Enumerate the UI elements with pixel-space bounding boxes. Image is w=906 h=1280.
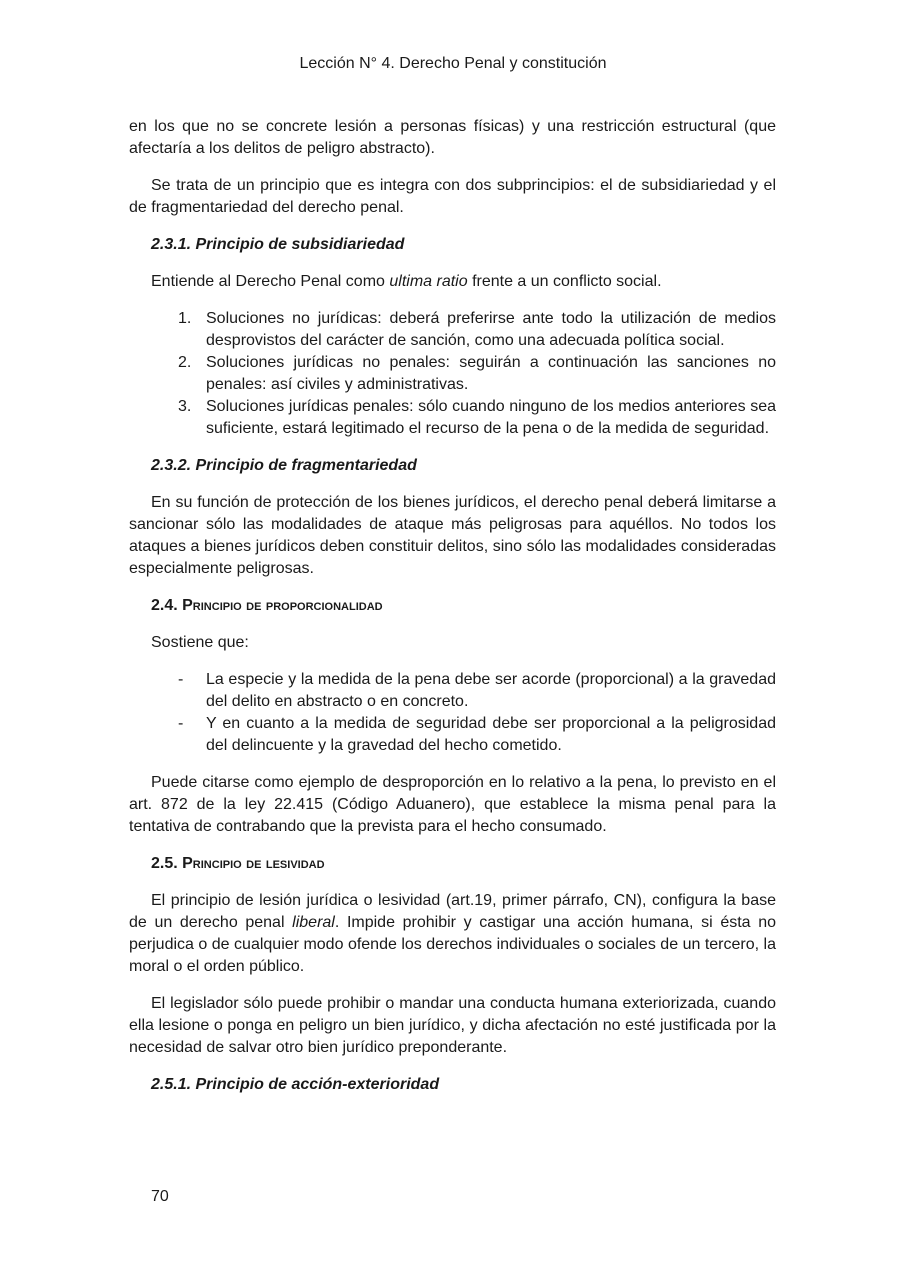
list-marker: 1. — [178, 310, 192, 327]
list-marker: 3. — [178, 398, 192, 415]
paragraph — [129, 271, 776, 293]
text: Entiende al Derecho Penal como — [151, 273, 390, 290]
paragraph: en los que no se concrete lesión a personas físicas) y una restricción estructural (que afectaría a los delitos de peligro abstracto). — [129, 118, 776, 157]
section-heading-2-3-2: 2.3.2. Principio de fragmentariedad — [151, 457, 417, 474]
paragraph: Sostiene que: — [151, 634, 249, 651]
section-heading-2-3-1: 2.3.1. Principio de subsidiariedad — [151, 236, 405, 253]
list-marker: - — [178, 715, 184, 732]
list-item-text: Y en cuanto a la medida de seguridad debe ser proporcional a la peligrosidad del delincuente y la gravedad del hecho cometido. — [206, 715, 776, 754]
paragraph: Puede citarse como ejemplo de desproporción en lo relativo a la pena, lo previsto en el art. 872 de la ley 22.415 (Código Aduanero), que establece la misma penal para la tentativa de contrabando que la prevista para el hecho consumado. — [129, 774, 776, 835]
italic-text: ultima ratio — [389, 273, 468, 290]
list-item-text: La especie y la medida de la pena debe ser acorde (proporcional) a la gravedad del delito en abstracto o en concreto. — [206, 671, 776, 710]
list-item — [129, 713, 776, 757]
paragraph — [129, 890, 776, 978]
paragraph: Se trata de un principio que es integra con dos subprincipios: el de subsidiariedad y el de fragmentariedad del derecho penal. — [129, 177, 776, 216]
list-marker: 2. — [178, 354, 192, 371]
list-item-text: Soluciones no jurídicas: deberá preferirse ante todo la utilización de medios desprovistos del carácter de sanción, como una adecuada política social. — [206, 310, 776, 349]
section-heading-2-5: 2.5. Principio de lesividad — [151, 855, 325, 872]
text: frente a un conflicto social. — [467, 273, 662, 290]
list-item-text: Soluciones jurídicas no penales: seguirán a continuación las sanciones no penales: así civiles y administrativas. — [206, 354, 776, 393]
numbered-list — [129, 308, 776, 440]
paragraph: En su función de protección de los bienes jurídicos, el derecho penal deberá limitarse a sancionar sólo las modalidades de ataque más peligrosas para aquéllos. No todos los ataques a bienes jurídicos deben constituir delitos, sino sólo las modalidades consideradas especialmente peligrosas. — [129, 494, 776, 577]
list-item — [129, 352, 776, 396]
paragraph: El legislador sólo puede prohibir o mandar una conducta humana exteriorizada, cuando ella lesione o ponga en peligro un bien jurídico, y dicha afectación no esté justificada por la necesidad de salvar otro bien jurídico preponderante. — [129, 995, 776, 1056]
page-body — [129, 116, 776, 1111]
bullet-list — [129, 669, 776, 757]
running-header: Lección N° 4. Derecho Penal y constitución — [299, 55, 607, 72]
italic-text: liberal — [292, 914, 335, 931]
list-item-text: Soluciones jurídicas penales: sólo cuando ninguno de los medios anteriores sea suficiente, estará legitimado el recurso de la pena o de la medida de seguridad. — [206, 398, 776, 437]
list-item — [129, 669, 776, 713]
text: . Impide prohibir y castigar una acción humana, si ésta no perjudica o de cualquier modo ofende los derechos individuales o sociales de un tercero, la moral o el orden público. — [129, 914, 777, 975]
section-heading-2-4: 2.4. Principio de proporcionalidad — [151, 597, 383, 614]
section-heading-2-5-1: 2.5.1. Principio de acción-exterioridad — [151, 1076, 440, 1093]
page-number: 70 — [151, 1188, 169, 1205]
list-item — [129, 308, 776, 352]
list-marker: - — [178, 671, 184, 688]
list-item — [129, 396, 776, 440]
text: El principio de lesión jurídica o lesividad (art.19, primer párrafo, CN), configura la base de un derecho penal — [129, 892, 776, 931]
